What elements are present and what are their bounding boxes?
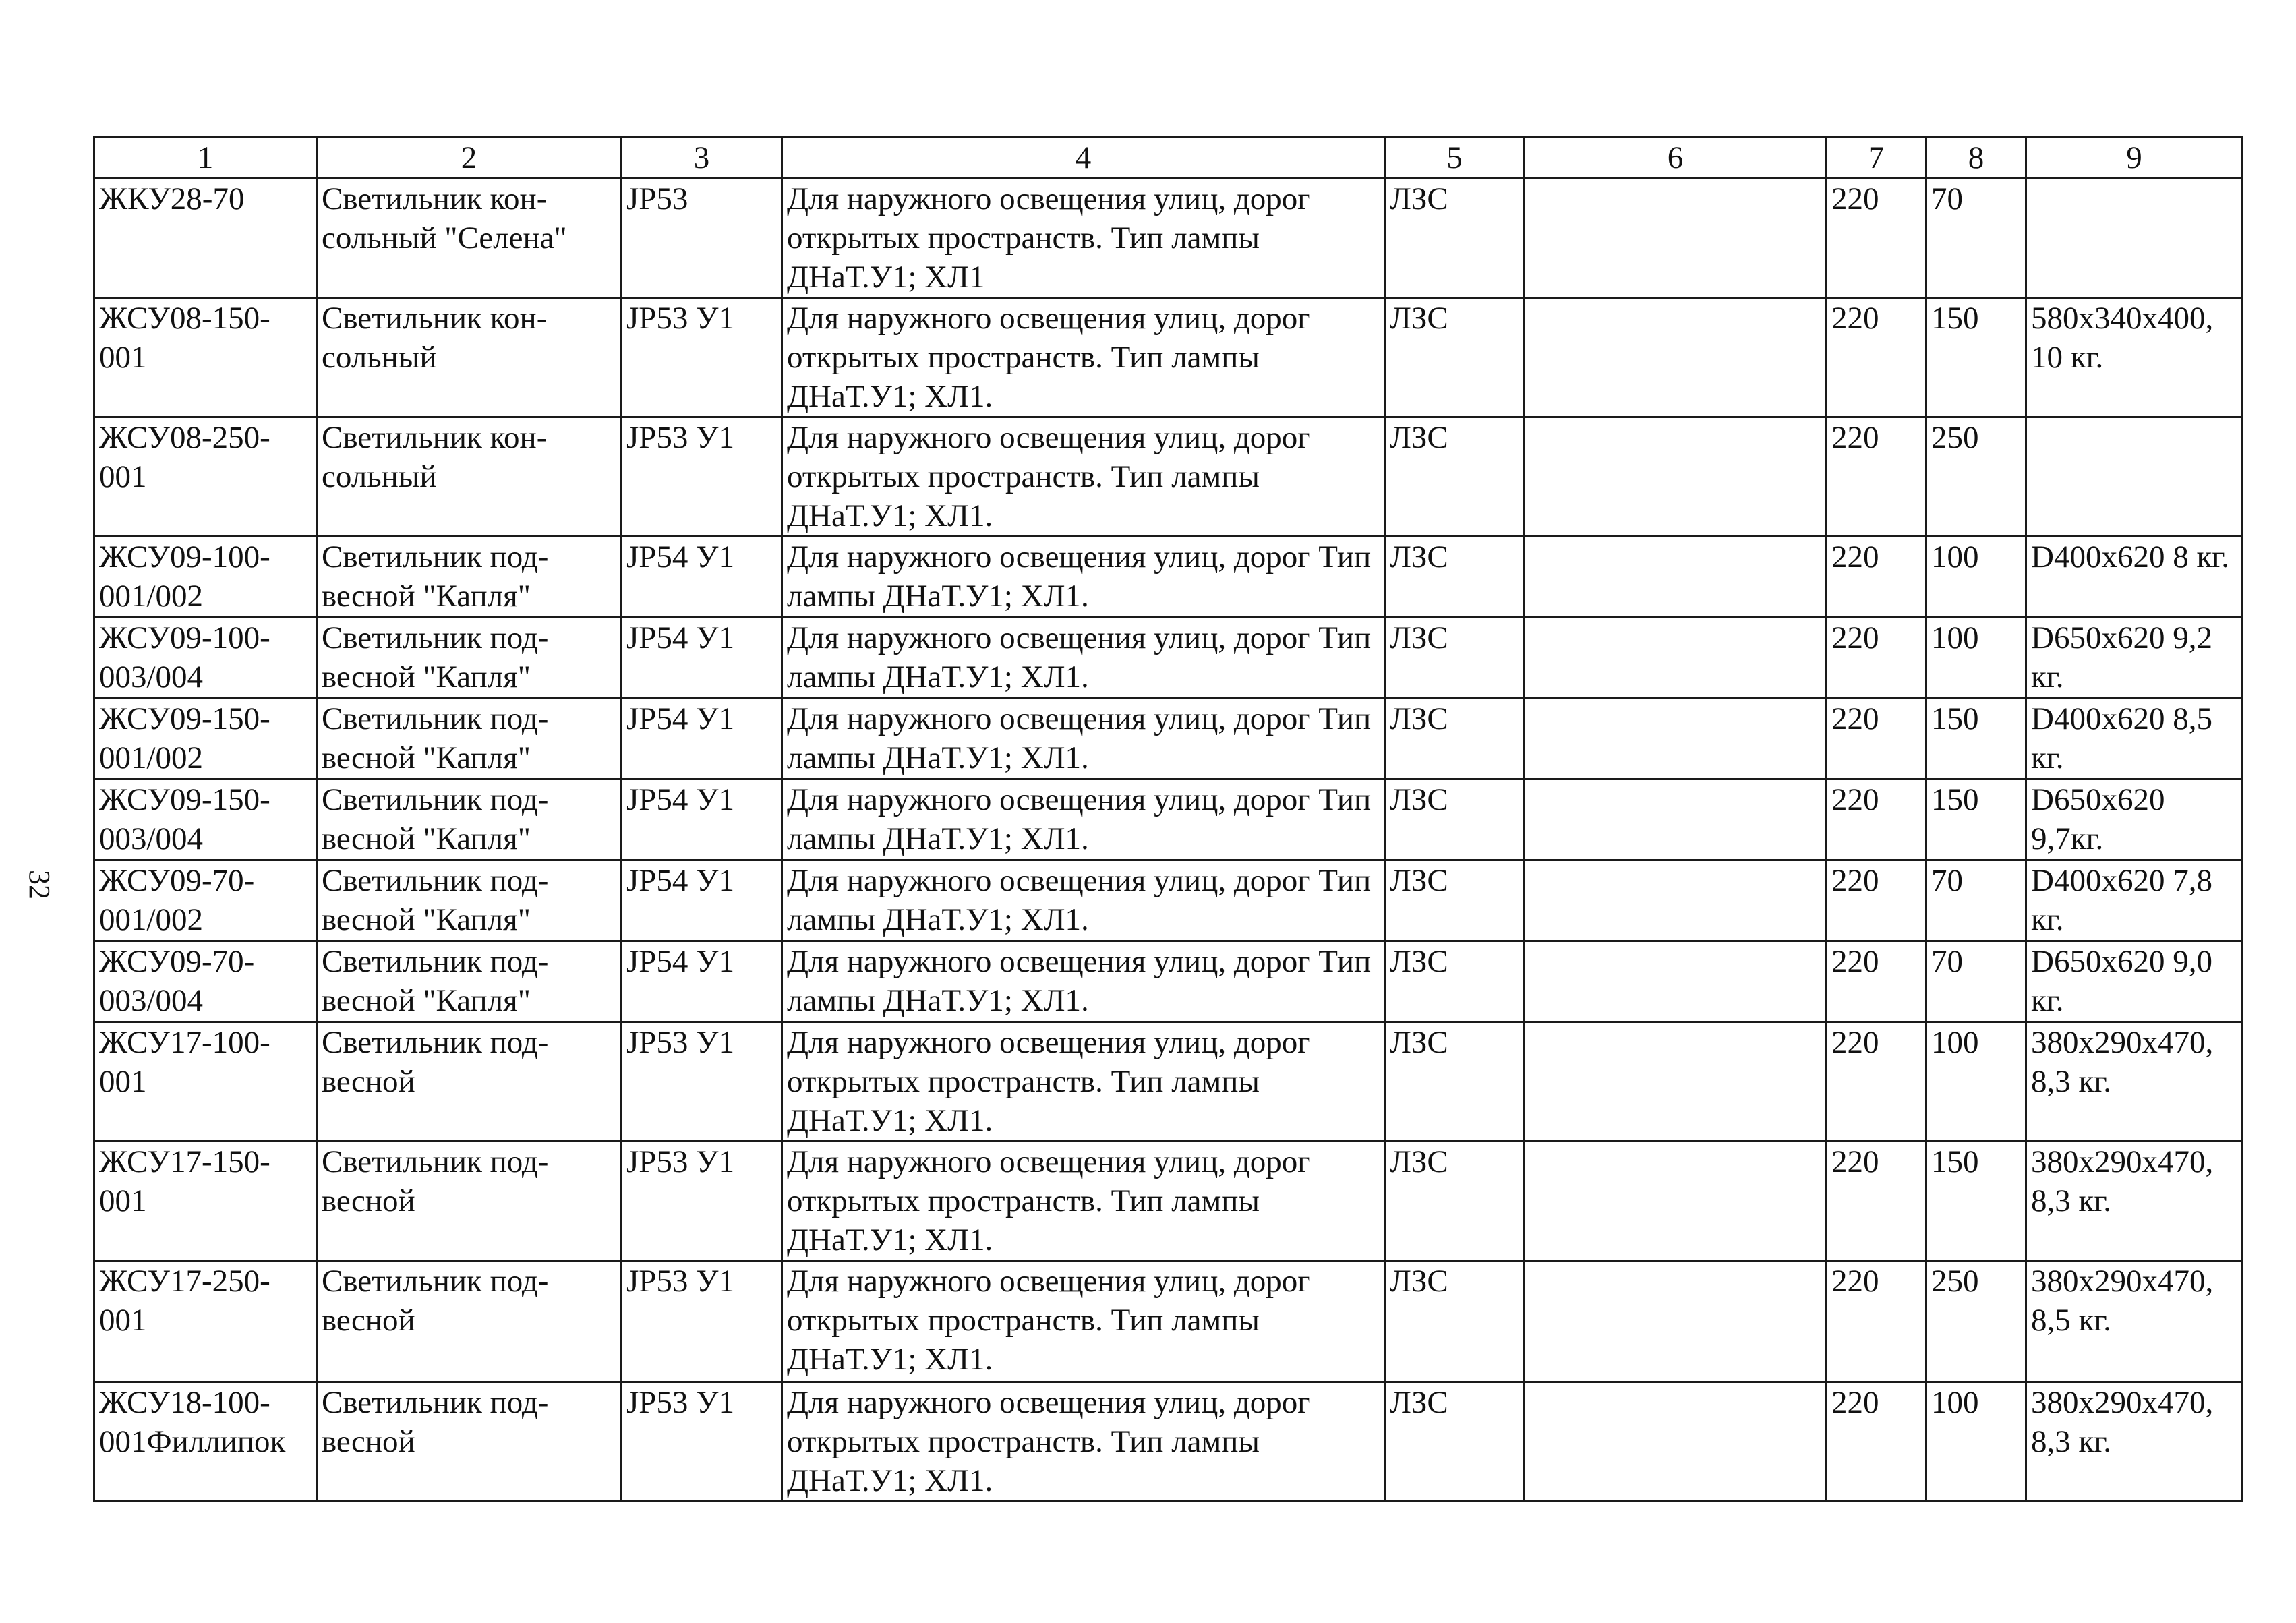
cell-type: ЖСУ08-250-001 (94, 417, 317, 537)
cell-power: 250 (1926, 1261, 2026, 1382)
cell-power: 70 (1926, 941, 2026, 1022)
cell-extra (1525, 1382, 1827, 1502)
cell-extra (1525, 179, 1827, 298)
cell-power: 150 (1926, 1142, 2026, 1261)
cell-type: ЖСУ08-150-001 (94, 298, 317, 417)
cell-name: Светильник под-весной "Капля" (317, 618, 622, 699)
cell-voltage: 220 (1827, 618, 1926, 699)
cell-type: ЖСУ17-250-001 (94, 1261, 317, 1382)
cell-description: Для наружного освещения улиц, дорог открытых пространств. Тип лампы ДНаТ.У1; ХЛ1. (782, 1261, 1385, 1382)
cell-type: ЖСУ09-100-001/002 (94, 537, 317, 618)
cell-voltage: 220 (1827, 1142, 1926, 1261)
cell-name: Светильник под-весной "Капля" (317, 779, 622, 860)
cell-power: 250 (1926, 417, 2026, 537)
cell-description: Для наружного освещения улиц, дорог открытых пространств. Тип лампы ДНаТ.У1; ХЛ1 (782, 179, 1385, 298)
cell-extra (1525, 1022, 1827, 1142)
cell-power: 100 (1926, 1382, 2026, 1502)
cell-power: 100 (1926, 618, 2026, 699)
cell-dimensions-weight (2026, 179, 2243, 298)
cell-manufacturer: ЛЗС (1385, 779, 1525, 860)
cell-protection: JP53 У1 (622, 1382, 782, 1502)
cell-extra (1525, 860, 1827, 941)
cell-extra (1525, 1261, 1827, 1382)
cell-name: Светильник под-весной (317, 1382, 622, 1502)
cell-type: ЖКУ28-70 (94, 179, 317, 298)
column-header: 6 (1525, 138, 1827, 179)
table-row (94, 417, 2243, 537)
cell-extra (1525, 941, 1827, 1022)
cell-type: ЖСУ09-150-003/004 (94, 779, 317, 860)
cell-dimensions-weight: D400х620 8,5 кг. (2026, 699, 2243, 779)
cell-name: Светильник кон-сольный (317, 298, 622, 417)
cell-protection: JP54 У1 (622, 618, 782, 699)
column-header: 8 (1926, 138, 2026, 179)
cell-protection: JP54 У1 (622, 537, 782, 618)
cell-description: Для наружного освещения улиц, дорог открытых пространств. Тип лампы ДНаТ.У1; ХЛ1. (782, 298, 1385, 417)
cell-power: 150 (1926, 699, 2026, 779)
cell-manufacturer: ЛЗС (1385, 537, 1525, 618)
cell-manufacturer: ЛЗС (1385, 699, 1525, 779)
cell-description: Для наружного освещения улиц, дорог открытых пространств. Тип лампы ДНаТ.У1; ХЛ1. (782, 1382, 1385, 1502)
cell-manufacturer: ЛЗС (1385, 618, 1525, 699)
cell-dimensions-weight: D650х620 9,2 кг. (2026, 618, 2243, 699)
table-row (94, 1142, 2243, 1261)
cell-description: Для наружного освещения улиц, дорог Тип лампы ДНаТ.У1; ХЛ1. (782, 779, 1385, 860)
cell-extra (1525, 699, 1827, 779)
cell-extra (1525, 537, 1827, 618)
cell-protection: JP53 У1 (622, 298, 782, 417)
cell-voltage: 220 (1827, 1261, 1926, 1382)
cell-name: Светильник под-весной "Капля" (317, 537, 622, 618)
cell-description: Для наружного освещения улиц, дорог Тип лампы ДНаТ.У1; ХЛ1. (782, 699, 1385, 779)
cell-manufacturer: ЛЗС (1385, 298, 1525, 417)
cell-type: ЖСУ17-100-001 (94, 1022, 317, 1142)
cell-dimensions-weight: 380х290х470, 8,5 кг. (2026, 1261, 2243, 1382)
column-header: 1 (94, 138, 317, 179)
column-header: 5 (1385, 138, 1525, 179)
cell-power: 70 (1926, 860, 2026, 941)
cell-voltage: 220 (1827, 1022, 1926, 1142)
cell-type: ЖСУ09-70-001/002 (94, 860, 317, 941)
cell-dimensions-weight: D400х620 8 кг. (2026, 537, 2243, 618)
cell-manufacturer: ЛЗС (1385, 1261, 1525, 1382)
column-number-row (94, 138, 2243, 179)
cell-voltage: 220 (1827, 179, 1926, 298)
cell-name: Светильник под-весной (317, 1142, 622, 1261)
cell-manufacturer: ЛЗС (1385, 1142, 1525, 1261)
cell-protection: JP53 У1 (622, 417, 782, 537)
cell-voltage: 220 (1827, 1382, 1926, 1502)
cell-description: Для наружного освещения улиц, дорог открытых пространств. Тип лампы ДНаТ.У1; ХЛ1. (782, 1022, 1385, 1142)
cell-name: Светильник кон-сольный "Селена" (317, 179, 622, 298)
cell-description: Для наружного освещения улиц, дорог Тип лампы ДНаТ.У1; ХЛ1. (782, 618, 1385, 699)
cell-name: Светильник под-весной "Капля" (317, 860, 622, 941)
cell-extra (1525, 298, 1827, 417)
cell-description: Для наружного освещения улиц, дорог Тип лампы ДНаТ.У1; ХЛ1. (782, 537, 1385, 618)
cell-description: Для наружного освещения улиц, дорог открытых пространств. Тип лампы ДНаТ.У1; ХЛ1. (782, 417, 1385, 537)
cell-power: 70 (1926, 179, 2026, 298)
cell-description: Для наружного освещения улиц, дорог открытых пространств. Тип лампы ДНаТ.У1; ХЛ1. (782, 1142, 1385, 1261)
cell-name: Светильник под-весной "Капля" (317, 699, 622, 779)
table-row (94, 298, 2243, 417)
column-header: 9 (2026, 138, 2243, 179)
table-row (94, 1022, 2243, 1142)
cell-dimensions-weight: 380х290х470, 8,3 кг. (2026, 1382, 2243, 1502)
cell-name: Светильник под-весной (317, 1022, 622, 1142)
cell-dimensions-weight: 580х340х400, 10 кг. (2026, 298, 2243, 417)
cell-manufacturer: ЛЗС (1385, 1022, 1525, 1142)
cell-protection: JP53 У1 (622, 1261, 782, 1382)
table-row (94, 941, 2243, 1022)
cell-manufacturer: ЛЗС (1385, 941, 1525, 1022)
cell-protection: JP54 У1 (622, 699, 782, 779)
cell-type: ЖСУ09-100-003/004 (94, 618, 317, 699)
table-row (94, 1382, 2243, 1502)
cell-power: 150 (1926, 298, 2026, 417)
table-row (94, 537, 2243, 618)
table-row (94, 1261, 2243, 1382)
table-row (94, 699, 2243, 779)
table-row (94, 779, 2243, 860)
cell-power: 100 (1926, 537, 2026, 618)
cell-protection: JP53 У1 (622, 1142, 782, 1261)
column-header: 7 (1827, 138, 1926, 179)
cell-extra (1525, 779, 1827, 860)
table-row (94, 179, 2243, 298)
cell-dimensions-weight: 380х290х470, 8,3 кг. (2026, 1142, 2243, 1261)
cell-extra (1525, 1142, 1827, 1261)
column-header: 3 (622, 138, 782, 179)
cell-power: 150 (1926, 779, 2026, 860)
cell-extra (1525, 618, 1827, 699)
column-header: 2 (317, 138, 622, 179)
cell-manufacturer: ЛЗС (1385, 860, 1525, 941)
cell-dimensions-weight (2026, 417, 2243, 537)
cell-type: ЖСУ09-150-001/002 (94, 699, 317, 779)
cell-name: Светильник под-весной (317, 1261, 622, 1382)
cell-voltage: 220 (1827, 860, 1926, 941)
cell-manufacturer: ЛЗС (1385, 1382, 1525, 1502)
cell-voltage: 220 (1827, 699, 1926, 779)
page-number: 32 (23, 870, 56, 899)
cell-voltage: 220 (1827, 779, 1926, 860)
cell-type: ЖСУ17-150-001 (94, 1142, 317, 1261)
cell-power: 100 (1926, 1022, 2026, 1142)
cell-voltage: 220 (1827, 537, 1926, 618)
cell-manufacturer: ЛЗС (1385, 417, 1525, 537)
cell-protection: JP54 У1 (622, 779, 782, 860)
table-row (94, 860, 2243, 941)
cell-dimensions-weight: 380х290х470, 8,3 кг. (2026, 1022, 2243, 1142)
column-header: 4 (782, 138, 1385, 179)
cell-voltage: 220 (1827, 298, 1926, 417)
cell-name: Светильник под-весной "Капля" (317, 941, 622, 1022)
cell-type: ЖСУ18-100-001Филлипок (94, 1382, 317, 1502)
table-row (94, 618, 2243, 699)
cell-dimensions-weight: D650х620 9,7кг. (2026, 779, 2243, 860)
cell-description: Для наружного освещения улиц, дорог Тип лампы ДНаТ.У1; ХЛ1. (782, 860, 1385, 941)
cell-dimensions-weight: D400х620 7,8 кг. (2026, 860, 2243, 941)
cell-protection: JP53 У1 (622, 1022, 782, 1142)
luminaire-spec-table (93, 136, 2243, 1502)
cell-protection: JP54 У1 (622, 860, 782, 941)
cell-voltage: 220 (1827, 941, 1926, 1022)
cell-extra (1525, 417, 1827, 537)
cell-description: Для наружного освещения улиц, дорог Тип лампы ДНаТ.У1; ХЛ1. (782, 941, 1385, 1022)
cell-voltage: 220 (1827, 417, 1926, 537)
cell-manufacturer: ЛЗС (1385, 179, 1525, 298)
cell-name: Светильник кон-сольный (317, 417, 622, 537)
cell-protection: JP53 (622, 179, 782, 298)
cell-type: ЖСУ09-70-003/004 (94, 941, 317, 1022)
cell-protection: JP54 У1 (622, 941, 782, 1022)
table-body (94, 179, 2243, 1502)
cell-dimensions-weight: D650х620 9,0 кг. (2026, 941, 2243, 1022)
